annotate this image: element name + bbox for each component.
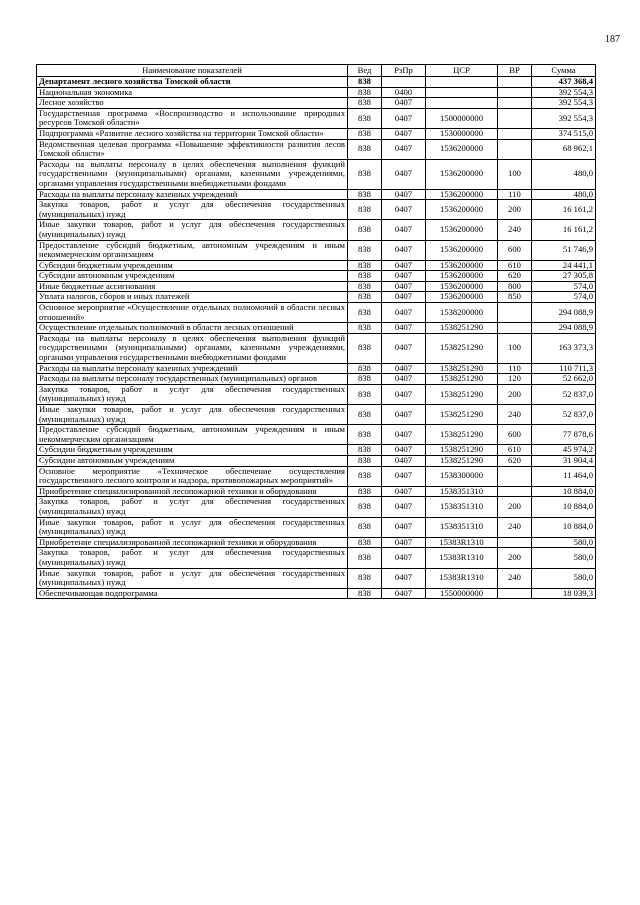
table-row [37,486,596,497]
header-ved: Вед [348,65,382,77]
cell-csr: 1536200000 [426,220,498,240]
cell-csr: 1538300000 [426,466,498,486]
cell-ved: 838 [348,303,382,323]
cell-ved: 838 [348,108,382,128]
cell-ved: 838 [348,363,382,374]
cell-csr: 1536200000 [426,189,498,200]
cell-rzpr: 0407 [382,333,426,363]
cell-vr: 240 [498,220,532,240]
cell-vr [498,87,532,98]
cell-rzpr: 0407 [382,128,426,139]
cell-ved: 838 [348,281,382,292]
cell-sum: 45 974,2 [532,445,596,456]
table-row [37,108,596,128]
cell-vr [498,323,532,334]
cell-sum: 51 746,9 [532,240,596,260]
cell-csr: 1500000000 [426,108,498,128]
cell-sum: 374 515,0 [532,128,596,139]
cell-csr: 1530000000 [426,128,498,139]
cell-rzpr: 0407 [382,200,426,220]
cell-ved: 838 [348,588,382,599]
cell-ved: 838 [348,455,382,466]
cell-sum: 574,0 [532,281,596,292]
cell-vr [498,303,532,323]
cell-name: Иные бюджетные ассигнования [37,281,348,292]
cell-name: Иные закупки товаров, работ и услуг для обеспечения государственных (муниципальных) нужд [37,405,348,425]
cell-sum: 294 088,9 [532,303,596,323]
cell-csr: 15383R1310 [426,548,498,568]
table-row [37,303,596,323]
table-row [37,271,596,282]
cell-ved: 838 [348,200,382,220]
table-row [37,588,596,599]
cell-sum: 16 161,2 [532,220,596,240]
cell-name: Иные закупки товаров, работ и услуг для обеспечения государственных (муниципальных) нужд [37,568,348,588]
cell-ved: 838 [348,374,382,385]
cell-ved: 838 [348,77,382,88]
cell-sum: 10 884,0 [532,517,596,537]
table-row [37,128,596,139]
cell-vr: 200 [498,384,532,404]
cell-vr [498,466,532,486]
header-csr: ЦСР [426,65,498,77]
cell-vr: 610 [498,260,532,271]
table-row [37,333,596,363]
cell-csr: 1538351310 [426,486,498,497]
cell-rzpr: 0407 [382,455,426,466]
cell-csr: 1536200000 [426,240,498,260]
cell-name: Иные закупки товаров, работ и услуг для обеспечения государственных (муниципальных) нужд [37,220,348,240]
cell-vr: 110 [498,189,532,200]
table-row [37,384,596,404]
cell-vr: 200 [498,497,532,517]
table-row [37,87,596,98]
cell-sum: 11 464,0 [532,466,596,486]
header-sum: Сумма [532,65,596,77]
cell-vr: 240 [498,405,532,425]
cell-vr [498,108,532,128]
table-row [37,537,596,548]
cell-name: Национальная экономика [37,87,348,98]
cell-ved: 838 [348,323,382,334]
cell-ved: 838 [348,537,382,548]
cell-vr: 800 [498,281,532,292]
cell-csr: 1538251290 [426,445,498,456]
table-row [37,189,596,200]
cell-rzpr: 0407 [382,260,426,271]
cell-name: Приобретение специализированной лесопожарной техники и оборудования [37,537,348,548]
cell-vr: 620 [498,271,532,282]
cell-rzpr: 0407 [382,384,426,404]
cell-rzpr: 0407 [382,281,426,292]
cell-name: Закупка товаров, работ и услуг для обеспечения государственных (муниципальных) нужд [37,384,348,404]
table-row [37,466,596,486]
cell-csr: 1536200000 [426,281,498,292]
table-row [37,200,596,220]
cell-csr: 1536200000 [426,260,498,271]
cell-csr: 1538251290 [426,455,498,466]
cell-name: Субсидии автономным учреждениям [37,455,348,466]
cell-name: Департамент лесного хозяйства Томской области [37,77,348,88]
cell-csr [426,87,498,98]
cell-csr: 1538251290 [426,333,498,363]
cell-ved: 838 [348,517,382,537]
cell-sum: 480,0 [532,159,596,189]
table-body [37,77,596,599]
cell-rzpr: 0407 [382,292,426,303]
table-row [37,455,596,466]
cell-rzpr: 0407 [382,588,426,599]
table-row [37,281,596,292]
cell-vr: 200 [498,200,532,220]
cell-rzpr: 0407 [382,466,426,486]
cell-rzpr: 0407 [382,323,426,334]
cell-sum: 437 368,4 [532,77,596,88]
cell-sum: 24 441,1 [532,260,596,271]
table-row [37,98,596,109]
cell-sum: 392 554,3 [532,108,596,128]
cell-vr: 120 [498,374,532,385]
cell-sum: 392 554,3 [532,98,596,109]
cell-csr: 1536200000 [426,292,498,303]
cell-sum: 574,0 [532,292,596,303]
cell-sum: 10 884,0 [532,486,596,497]
cell-ved: 838 [348,139,382,159]
cell-name: Закупка товаров, работ и услуг для обеспечения государственных (муниципальных) нужд [37,497,348,517]
cell-rzpr: 0407 [382,271,426,282]
cell-csr [426,98,498,109]
cell-vr [498,537,532,548]
cell-rzpr: 0407 [382,405,426,425]
cell-name: Закупка товаров, работ и услуг для обеспечения государственных (муниципальных) нужд [37,548,348,568]
cell-csr: 1550000000 [426,588,498,599]
cell-vr: 240 [498,517,532,537]
cell-rzpr: 0407 [382,240,426,260]
cell-name: Иные закупки товаров, работ и услуг для обеспечения государственных (муниципальных) нужд [37,517,348,537]
cell-vr: 200 [498,548,532,568]
cell-sum: 580,0 [532,548,596,568]
table-row [37,139,596,159]
cell-rzpr: 0407 [382,517,426,537]
cell-ved: 838 [348,333,382,363]
cell-name: Осуществление отдельных полномочий в области лесных отношений [37,323,348,334]
table-row [37,374,596,385]
cell-sum: 580,0 [532,568,596,588]
cell-csr: 1536200000 [426,159,498,189]
cell-name: Предоставление субсидий бюджетным, автономным учреждениям и иным некоммерческим организациям [37,425,348,445]
cell-name: Расходы на выплаты персоналу в целях обеспечения выполнения функций государственными (муниципальными) органами, казенными учреждениями, органами управления государственными внебюджетными фондами [37,159,348,189]
cell-csr: 1538251290 [426,425,498,445]
cell-ved: 838 [348,292,382,303]
cell-name: Расходы на выплаты персоналу казенных учреждений [37,363,348,374]
cell-rzpr: 0400 [382,87,426,98]
cell-rzpr: 0407 [382,189,426,200]
cell-ved: 838 [348,189,382,200]
table-row [37,323,596,334]
cell-rzpr: 0407 [382,548,426,568]
cell-ved: 838 [348,159,382,189]
cell-sum: 294 088,9 [532,323,596,334]
cell-name: Предоставление субсидий бюджетным, автономным учреждениям и иным некоммерческим организациям [37,240,348,260]
cell-ved: 838 [348,98,382,109]
cell-vr: 100 [498,333,532,363]
table-row [37,405,596,425]
cell-name: Лесное хозяйство [37,98,348,109]
cell-csr: 1538251290 [426,384,498,404]
cell-csr: 1538351310 [426,497,498,517]
cell-rzpr: 0407 [382,139,426,159]
cell-vr: 600 [498,425,532,445]
page-number: 187 [605,34,620,45]
cell-sum: 580,0 [532,537,596,548]
table-row [37,445,596,456]
cell-sum: 52 837,0 [532,405,596,425]
cell-rzpr: 0407 [382,220,426,240]
cell-name: Расходы на выплаты персоналу казенных учреждений [37,189,348,200]
cell-name: Закупка товаров, работ и услуг для обеспечения государственных (муниципальных) нужд [37,200,348,220]
cell-vr: 850 [498,292,532,303]
cell-sum: 10 884,0 [532,497,596,517]
cell-sum: 27 305,8 [532,271,596,282]
cell-rzpr: 0407 [382,425,426,445]
cell-vr [498,486,532,497]
cell-sum: 18 039,3 [532,588,596,599]
table-row [37,159,596,189]
cell-csr: 1538200000 [426,303,498,323]
cell-vr [498,139,532,159]
cell-rzpr: 0407 [382,497,426,517]
cell-ved: 838 [348,87,382,98]
cell-sum: 77 878,6 [532,425,596,445]
cell-vr: 600 [498,240,532,260]
cell-name: Расходы на выплаты персоналу в целях обеспечения выполнения функций государственными (муниципальными) органами, казенными учреждениями, органами управления государственными внебюджетными фондами [37,333,348,363]
table-row [37,363,596,374]
cell-sum: 16 161,2 [532,200,596,220]
cell-csr: 1536200000 [426,139,498,159]
cell-csr: 1536200000 [426,271,498,282]
cell-rzpr: 0407 [382,108,426,128]
cell-rzpr: 0407 [382,363,426,374]
cell-sum: 31 904,4 [532,455,596,466]
table-row [37,77,596,88]
cell-sum: 68 962,1 [532,139,596,159]
cell-rzpr: 0407 [382,445,426,456]
cell-ved: 838 [348,425,382,445]
cell-csr: 15383R1310 [426,568,498,588]
cell-sum: 110 711,3 [532,363,596,374]
cell-ved: 838 [348,445,382,456]
cell-vr [498,77,532,88]
cell-sum: 480,0 [532,189,596,200]
cell-csr: 1538251290 [426,323,498,334]
cell-rzpr: 0407 [382,303,426,323]
header-vr: ВР [498,65,532,77]
table-row [37,568,596,588]
cell-name: Государственная программа «Воспроизводство и использование природных ресурсов Томской области» [37,108,348,128]
cell-csr: 1536200000 [426,200,498,220]
table-row [37,517,596,537]
cell-vr: 620 [498,455,532,466]
cell-rzpr [382,77,426,88]
cell-ved: 838 [348,486,382,497]
cell-name: Приобретение специализированной лесопожарной техники и оборудования [37,486,348,497]
cell-vr [498,588,532,599]
table-row [37,497,596,517]
table-row [37,260,596,271]
cell-vr [498,128,532,139]
cell-ved: 838 [348,240,382,260]
cell-name: Основное мероприятие «Техническое обеспечение осуществления государственного лесного контроля и надзора, противопожарных мероприятий» [37,466,348,486]
cell-ved: 838 [348,384,382,404]
cell-csr: 1538251290 [426,405,498,425]
cell-ved: 838 [348,271,382,282]
budget-table [36,64,596,599]
cell-ved: 838 [348,548,382,568]
cell-sum: 163 373,3 [532,333,596,363]
cell-ved: 838 [348,128,382,139]
cell-rzpr: 0407 [382,568,426,588]
cell-ved: 838 [348,497,382,517]
cell-ved: 838 [348,260,382,271]
table-row [37,240,596,260]
cell-vr [498,98,532,109]
cell-ved: 838 [348,405,382,425]
cell-sum: 392 554,3 [532,87,596,98]
cell-sum: 52 837,0 [532,384,596,404]
cell-sum: 52 662,0 [532,374,596,385]
cell-ved: 838 [348,466,382,486]
cell-vr: 240 [498,568,532,588]
table-row [37,548,596,568]
header-name: Наименование показателей [37,65,348,77]
cell-csr: 1538351310 [426,517,498,537]
cell-csr: 15383R1310 [426,537,498,548]
table-row [37,220,596,240]
cell-name: Субсидии бюджетным учреждениям [37,445,348,456]
cell-vr: 610 [498,445,532,456]
table-row [37,292,596,303]
cell-ved: 838 [348,220,382,240]
cell-rzpr: 0407 [382,486,426,497]
table-row [37,425,596,445]
table-header-row [37,65,596,77]
cell-rzpr: 0407 [382,537,426,548]
cell-csr: 1538251290 [426,374,498,385]
cell-rzpr: 0407 [382,159,426,189]
cell-vr: 100 [498,159,532,189]
cell-name: Уплата налогов, сборов и иных платежей [37,292,348,303]
cell-name: Обеспечивающая подпрограмма [37,588,348,599]
cell-name: Основное мероприятие «Осуществление отдельных полномочий в области лесных отношений» [37,303,348,323]
cell-csr [426,77,498,88]
cell-csr: 1538251290 [426,363,498,374]
header-rzpr: РзПр [382,65,426,77]
cell-name: Субсидии автономным учреждениям [37,271,348,282]
cell-vr: 110 [498,363,532,374]
cell-ved: 838 [348,568,382,588]
cell-name: Субсидии бюджетным учреждениям [37,260,348,271]
cell-name: Подпрограмма «Развитие лесного хозяйства на территории Томской области» [37,128,348,139]
cell-name: Ведомственная целевая программа «Повышение эффективности развития лесов Томской области» [37,139,348,159]
cell-name: Расходы на выплаты персоналу государственных (муниципальных) органов [37,374,348,385]
cell-rzpr: 0407 [382,98,426,109]
cell-rzpr: 0407 [382,374,426,385]
